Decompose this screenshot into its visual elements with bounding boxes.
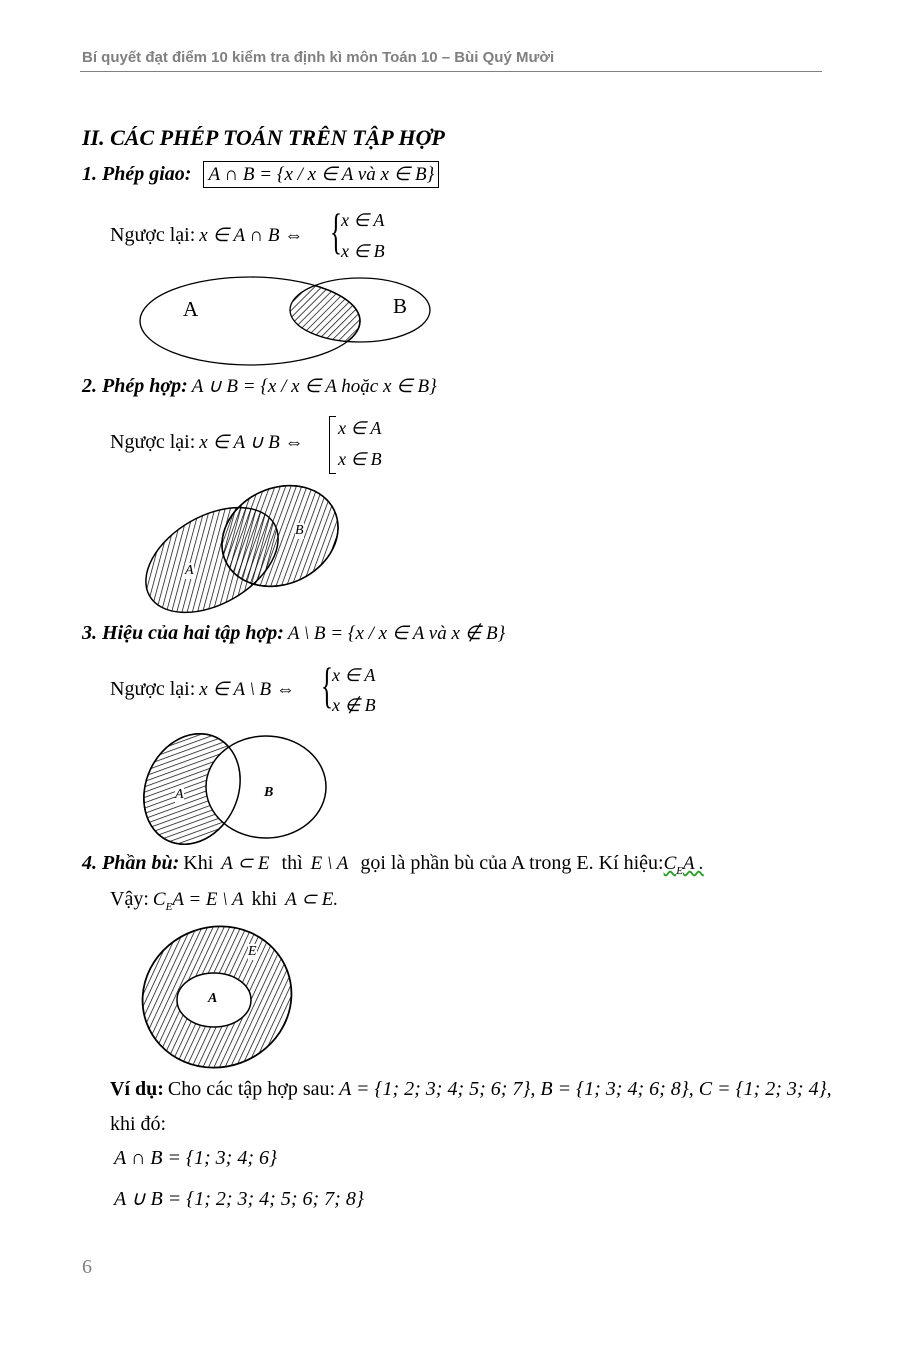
bracket — [329, 416, 336, 474]
notation: $C_EA$ . — [663, 853, 704, 877]
formula: A ⊂ E. — [285, 889, 339, 910]
text: khi đó: — [110, 1113, 167, 1135]
label: Ngược lại: — [110, 678, 196, 700]
heading: 3. Hiệu của hai tập hợp: — [82, 622, 284, 644]
running-header: Bí quyết đạt điểm 10 kiểm tra định kì môn Toán 10 – Bùi Quý Mười — [82, 49, 555, 66]
condition: x ∈ A — [332, 665, 376, 685]
formula: E \ A — [310, 853, 349, 874]
result-union: A ∪ B = {1; 2; 3; 4; 5; 6; 7; 8} — [114, 1188, 364, 1210]
page-number: 6 — [82, 1256, 92, 1278]
set-b-label: B — [393, 294, 408, 318]
formula: A ⊂ E — [221, 853, 270, 874]
formula: A ∪ B = {x / x ∈ A hoặc x ∈ B} — [191, 376, 437, 397]
set-a-label: A — [183, 297, 199, 321]
complement-definition — [82, 852, 704, 877]
heading: 1. Phép giao: — [82, 163, 192, 185]
condition: x ∈ B — [338, 449, 382, 469]
set-a-label: A — [208, 991, 218, 1006]
text: Cho các tập hợp sau: — [167, 1078, 336, 1100]
text: gọi là phần bù của A trong E. Kí hiệu: — [360, 852, 664, 874]
condition: x ∉ B — [332, 695, 376, 715]
text: khi — [251, 888, 278, 910]
union-converse — [110, 431, 303, 454]
condition: x ∈ B — [341, 241, 385, 261]
formula: $C_EA = E$ \ A — [152, 889, 244, 913]
label: Vậy: — [110, 888, 149, 910]
difference-diagram — [126, 718, 326, 860]
text: Khi — [183, 852, 214, 874]
condition: x ∈ A — [338, 418, 382, 438]
complement-summary — [110, 888, 338, 913]
set-e-label: E — [248, 944, 257, 959]
union-definition — [82, 375, 437, 398]
set-b-label: B — [264, 785, 274, 800]
set-a-label: A — [185, 563, 194, 578]
difference-definition — [82, 622, 505, 645]
brace: { — [330, 203, 342, 259]
set-b-label: B — [295, 523, 304, 538]
result-intersection: A ∩ B = {1; 3; 4; 6} — [114, 1147, 277, 1169]
example-intro — [110, 1078, 832, 1101]
formula: x ∈ A ∩ B ⇔ — [199, 225, 304, 246]
union-diagram — [128, 467, 355, 634]
text: thì — [281, 852, 303, 874]
heading: 4. Phần bù: — [82, 852, 180, 874]
section-title: II. CÁC PHÉP TOÁN TRÊN TẬP HỢP — [82, 125, 445, 150]
sets-formula: A = {1; 2; 3; 4; 5; 6; 7}, B = {1; 3; 4; 6; 8}, C = {1; 2; 3; 4}, — [339, 1078, 832, 1100]
formula-box: A ∩ B = {x / x ∈ A và x ∈ B} — [203, 161, 439, 188]
formula: A \ B = {x / x ∈ A và x ∉ B} — [287, 623, 506, 644]
label: Ví dụ: — [110, 1078, 164, 1100]
label: Ngược lại: — [110, 431, 196, 453]
set-a-label: A — [175, 787, 184, 802]
condition: x ∈ A — [341, 210, 385, 230]
formula: x ∈ A ∪ B ⇔ — [199, 432, 304, 453]
heading: 2. Phép hợp: — [82, 375, 188, 397]
formula: x ∈ A \ B ⇔ — [199, 679, 295, 700]
difference-converse — [110, 678, 295, 701]
brace: { — [321, 657, 333, 713]
label: Ngược lại: — [110, 224, 196, 246]
